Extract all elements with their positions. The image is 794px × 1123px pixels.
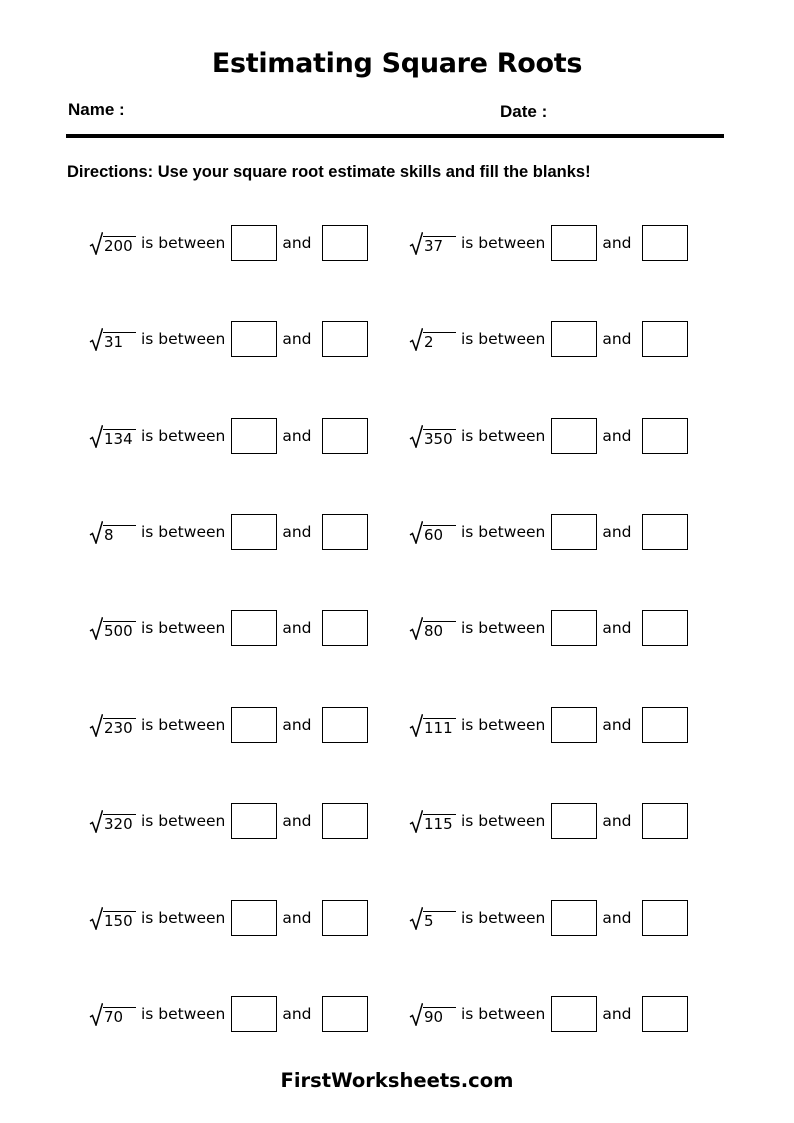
radicand: 111 (423, 718, 456, 737)
upper-bound-answer-box[interactable] (642, 900, 688, 936)
directions-text: Directions: Use your square root estimate skills and fill the blanks! (67, 163, 591, 181)
radicand: 60 (423, 525, 456, 544)
lower-bound-answer-box[interactable] (551, 321, 597, 357)
square-root-expression (89, 616, 136, 640)
is-between-text: is between (461, 234, 546, 252)
lower-bound-answer-box[interactable] (551, 610, 597, 646)
upper-bound-answer-box[interactable] (322, 225, 368, 261)
and-text: and (282, 619, 312, 637)
and-text: and (282, 330, 312, 348)
square-root-icon (89, 1002, 103, 1026)
upper-bound-answer-box[interactable] (322, 321, 368, 357)
square-root-icon (89, 327, 103, 351)
problem-row (89, 416, 373, 456)
and-text: and (602, 909, 632, 927)
lower-bound-answer-box[interactable] (231, 707, 277, 743)
radicand: 320 (103, 814, 136, 833)
name-label: Name : (68, 100, 125, 119)
square-root-expression (409, 231, 456, 255)
and-text: and (602, 523, 632, 541)
lower-bound-answer-box[interactable] (231, 996, 277, 1032)
square-root-expression (89, 713, 136, 737)
radicand: 230 (103, 718, 136, 737)
radicand: 500 (103, 621, 136, 640)
radicand: 37 (423, 236, 456, 255)
problem-row (89, 705, 373, 745)
is-between-text: is between (461, 909, 546, 927)
radicand: 200 (103, 236, 136, 255)
upper-bound-answer-box[interactable] (642, 418, 688, 454)
lower-bound-answer-box[interactable] (551, 996, 597, 1032)
problem-row (409, 898, 693, 938)
problem-row (89, 801, 373, 841)
problem-row (409, 994, 693, 1034)
is-between-text: is between (141, 909, 226, 927)
is-between-text: is between (461, 523, 546, 541)
square-root-icon (89, 424, 103, 448)
square-root-expression (409, 520, 456, 544)
problem-row (409, 801, 693, 841)
lower-bound-answer-box[interactable] (551, 514, 597, 550)
is-between-text: is between (461, 427, 546, 445)
square-root-expression (409, 713, 456, 737)
radicand: 80 (423, 621, 456, 640)
and-text: and (282, 812, 312, 830)
square-root-icon (409, 231, 423, 255)
problem-row (409, 223, 693, 263)
is-between-text: is between (461, 330, 546, 348)
and-text: and (602, 1005, 632, 1023)
and-text: and (602, 427, 632, 445)
problem-row (409, 512, 693, 552)
upper-bound-answer-box[interactable] (322, 996, 368, 1032)
radicand: 8 (103, 525, 136, 544)
square-root-expression (409, 809, 456, 833)
square-root-expression (89, 809, 136, 833)
square-root-expression (409, 424, 456, 448)
upper-bound-answer-box[interactable] (642, 225, 688, 261)
is-between-text: is between (141, 619, 226, 637)
square-root-expression (409, 616, 456, 640)
is-between-text: is between (461, 812, 546, 830)
square-root-icon (409, 520, 423, 544)
square-root-icon (409, 713, 423, 737)
lower-bound-answer-box[interactable] (231, 900, 277, 936)
is-between-text: is between (141, 330, 226, 348)
square-root-expression (409, 1002, 456, 1026)
date-label: Date : (500, 102, 548, 121)
upper-bound-answer-box[interactable] (322, 707, 368, 743)
problem-row (409, 416, 693, 456)
upper-bound-answer-box[interactable] (322, 900, 368, 936)
upper-bound-answer-box[interactable] (322, 803, 368, 839)
is-between-text: is between (461, 1005, 546, 1023)
square-root-icon (409, 1002, 423, 1026)
and-text: and (602, 619, 632, 637)
radicand: 5 (423, 911, 456, 930)
problem-row (409, 608, 693, 648)
lower-bound-answer-box[interactable] (551, 707, 597, 743)
is-between-text: is between (141, 523, 226, 541)
site-footer: FirstWorksheets.com (280, 1069, 514, 1092)
square-root-icon (409, 327, 423, 351)
lower-bound-answer-box[interactable] (231, 610, 277, 646)
upper-bound-answer-box[interactable] (642, 610, 688, 646)
lower-bound-answer-box[interactable] (551, 418, 597, 454)
and-text: and (282, 523, 312, 541)
header-divider (66, 134, 724, 138)
lower-bound-answer-box[interactable] (231, 418, 277, 454)
radicand: 31 (103, 332, 136, 351)
upper-bound-answer-box[interactable] (642, 803, 688, 839)
problem-row (89, 223, 373, 263)
square-root-expression (409, 327, 456, 351)
square-root-icon (89, 231, 103, 255)
lower-bound-answer-box[interactable] (231, 803, 277, 839)
square-root-expression (89, 1002, 136, 1026)
problem-row (409, 705, 693, 745)
and-text: and (282, 909, 312, 927)
square-root-icon (89, 520, 103, 544)
radicand: 70 (103, 1007, 136, 1026)
is-between-text: is between (141, 716, 226, 734)
upper-bound-answer-box[interactable] (642, 321, 688, 357)
problem-row (89, 319, 373, 359)
and-text: and (602, 812, 632, 830)
square-root-icon (89, 906, 103, 930)
square-root-expression (409, 906, 456, 930)
lower-bound-answer-box[interactable] (551, 900, 597, 936)
upper-bound-answer-box[interactable] (642, 707, 688, 743)
problem-row (89, 512, 373, 552)
upper-bound-answer-box[interactable] (642, 996, 688, 1032)
square-root-icon (89, 616, 103, 640)
upper-bound-answer-box[interactable] (322, 610, 368, 646)
lower-bound-answer-box[interactable] (231, 321, 277, 357)
radicand: 150 (103, 911, 136, 930)
square-root-icon (409, 906, 423, 930)
radicand: 350 (423, 429, 456, 448)
and-text: and (282, 234, 312, 252)
radicand: 115 (423, 814, 456, 833)
is-between-text: is between (141, 234, 226, 252)
square-root-expression (89, 906, 136, 930)
and-text: and (282, 716, 312, 734)
upper-bound-answer-box[interactable] (642, 514, 688, 550)
and-text: and (602, 716, 632, 734)
square-root-icon (409, 424, 423, 448)
is-between-text: is between (141, 1005, 226, 1023)
and-text: and (602, 330, 632, 348)
is-between-text: is between (141, 812, 226, 830)
radicand: 90 (423, 1007, 456, 1026)
square-root-icon (89, 809, 103, 833)
and-text: and (282, 427, 312, 445)
square-root-icon (409, 616, 423, 640)
square-root-expression (89, 231, 136, 255)
problem-row (409, 319, 693, 359)
radicand: 2 (423, 332, 456, 351)
is-between-text: is between (141, 427, 226, 445)
lower-bound-answer-box[interactable] (551, 803, 597, 839)
and-text: and (602, 234, 632, 252)
upper-bound-answer-box[interactable] (322, 418, 368, 454)
problem-row (89, 608, 373, 648)
square-root-expression (89, 424, 136, 448)
square-root-expression (89, 327, 136, 351)
problem-row (89, 898, 373, 938)
is-between-text: is between (461, 619, 546, 637)
problem-row (89, 994, 373, 1034)
square-root-expression (89, 520, 136, 544)
upper-bound-answer-box[interactable] (322, 514, 368, 550)
lower-bound-answer-box[interactable] (551, 225, 597, 261)
radicand: 134 (103, 429, 136, 448)
and-text: and (282, 1005, 312, 1023)
square-root-icon (409, 809, 423, 833)
is-between-text: is between (461, 716, 546, 734)
square-root-icon (89, 713, 103, 737)
lower-bound-answer-box[interactable] (231, 225, 277, 261)
lower-bound-answer-box[interactable] (231, 514, 277, 550)
worksheet-title: Estimating Square Roots (211, 48, 583, 79)
